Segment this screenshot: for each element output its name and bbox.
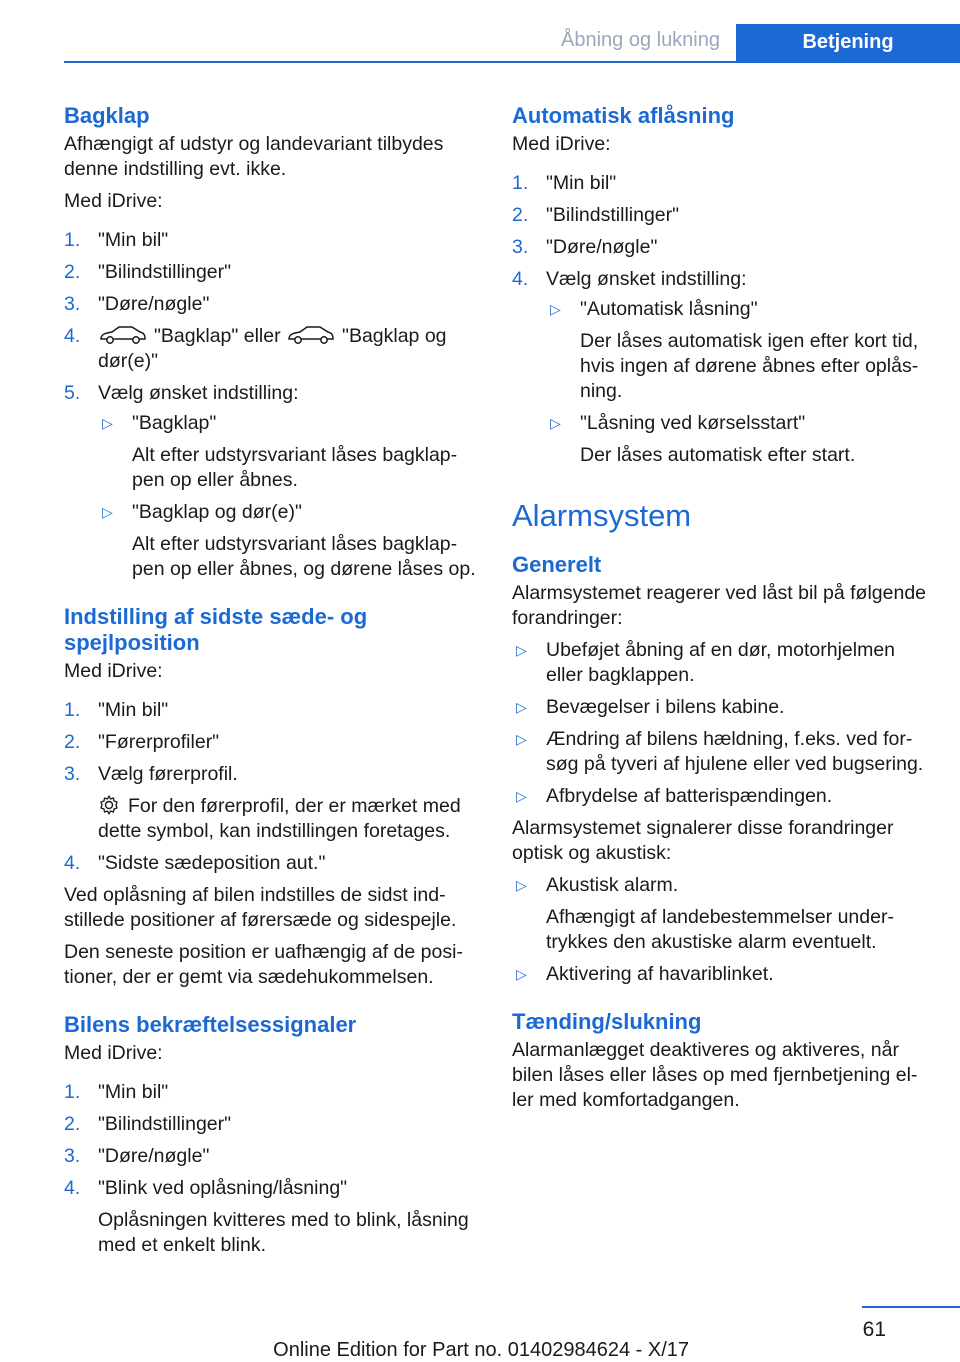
- car-door-icon: [286, 324, 336, 346]
- triangle-bullet-icon: ▷: [516, 966, 527, 982]
- autolock-steps: [512, 171, 932, 468]
- list-item: ▷ "Låsning ved kørselsstart" Der låses automatisk efter start.: [550, 412, 856, 466]
- list-item: 3. "Døre/nøgle": [64, 1145, 210, 1167]
- list-item: 1. "Min bil": [64, 1081, 169, 1103]
- list-item: 1. "Min bil": [64, 229, 169, 251]
- right-column: [512, 103, 932, 1120]
- triangle-bullet-icon: ▷: [102, 504, 113, 520]
- seat-idrive: Med iDrive:: [64, 660, 163, 682]
- signals-steps: [64, 1080, 479, 1258]
- signals-heading: Bilens bekræftelsessignaler: [64, 1012, 357, 1037]
- list-item: ▷ Ændring af bilens hældning, f.eks. ved forsøg på tyveri af hjulene eller ved bugsering.: [516, 728, 924, 775]
- page-number: 61: [862, 1318, 886, 1341]
- triangle-bullet-icon: ▷: [516, 642, 527, 658]
- header-rule: [64, 61, 960, 63]
- list-item: ▷ Ubeføjet åbning af en dør, motorhjelmen eller bagklappen.: [516, 639, 896, 686]
- signals-idrive: Med iDrive:: [64, 1042, 163, 1064]
- list-item: 3. "Døre/nøgle": [64, 293, 210, 315]
- car-tailgate-icon: [98, 324, 148, 346]
- bagklap-options: [98, 411, 479, 582]
- triangle-bullet-icon: ▷: [516, 731, 527, 747]
- ignition-heading: Tænding/slukning: [512, 1009, 702, 1034]
- seat-para2: Den seneste position er uafhængig af de positioner, der er gemt via sædehukommelsen.: [64, 941, 463, 988]
- gear-icon: [98, 794, 120, 816]
- seat-steps: [64, 698, 479, 876]
- triangle-bullet-icon: ▷: [516, 877, 527, 893]
- footer-edition: Online Edition for Part no. 01402984624 - X/17: [273, 1339, 689, 1361]
- seat-note: For den førerprofil, der er mærket med dette symbol, kan indstillingen foretages.: [98, 795, 461, 842]
- signal-intro: Alarmsystemet signalerer disse forandringer optisk og akustisk:: [512, 817, 894, 864]
- footer-rule: [862, 1306, 960, 1308]
- header-chapter-tab: Betjening: [736, 24, 960, 61]
- list-item: ▷ "Bagklap og dør(e)" Alt efter udstyrsvariant låses bagklappen op eller åbnes, og dørene låses op.: [102, 501, 476, 580]
- list-item: ▷ Bevægelser i bilens kabine.: [516, 696, 785, 718]
- list-item: 1. "Min bil": [512, 172, 617, 194]
- list-item: ▷ Afbrydelse af batterispændingen.: [516, 785, 833, 807]
- list-item: ▷ "Bagklap" Alt efter udstyrsvariant låses bagklappen op eller åbnes.: [102, 412, 458, 491]
- seat-para1: Ved oplåsning af bilen indstilles de sidst indstillede positioner af førersæde og sidespejle.: [64, 884, 457, 931]
- list-item: 4. "Sidste sædeposition aut.": [64, 852, 326, 874]
- list-item: 2. "Bilindstillinger": [64, 261, 232, 283]
- triangle-bullet-icon: ▷: [550, 415, 561, 431]
- triangle-bullet-icon: ▷: [550, 301, 561, 317]
- bagklap-intro: Afhængigt af udstyr og landevariant tilbydes denne indstilling evt. ikke.: [64, 133, 444, 180]
- ignition-text: Alarmanlægget deaktiveres og aktiveres, når bilen låses eller låses op med fjernbetjening eller med komfortadgangen.: [512, 1039, 918, 1111]
- seat-heading: Indstilling af sidste sæde- og spejlposition: [64, 604, 368, 655]
- left-column: [64, 103, 479, 1265]
- general-heading: Generelt: [512, 552, 602, 577]
- alarm-signals: [512, 873, 932, 987]
- list-item: 3. Vælg førerprofil. For den førerprofil, der er mærket med dette symbol, kan indstillingen foretages.: [64, 762, 479, 844]
- autolock-options: [546, 297, 932, 468]
- bagklap-idrive: Med iDrive:: [64, 190, 163, 212]
- list-item: ▷ "Automatisk låsning" Der låses automatisk igen efter kort tid, hvis ingen af dørene åbnes efter oplåsning.: [550, 298, 919, 402]
- list-item: 3. "Døre/nøgle": [512, 236, 658, 258]
- list-item: 4. Vælg ønsket indstilling: ▷ "Automatisk låsning" Der låses automatisk igen efter kort tid, hvis ingen af dørene åbnes efter oplåsning. ▷ "Låsning ved kørselsstart" Der låses automatisk efter start.: [512, 267, 932, 468]
- autolock-idrive: Med iDrive:: [512, 133, 611, 155]
- list-item: ▷ Akustisk alarm. Afhængigt af landebestemmelser undertrykkes den akustiske alarm eventuelt.: [516, 874, 894, 953]
- list-item: ▷ Aktivering af havariblinket.: [516, 963, 774, 985]
- list-item: 2. "Bilindstillinger": [512, 204, 680, 226]
- alarm-heading: Alarmsystem: [512, 498, 692, 533]
- bagklap-heading: Bagklap: [64, 103, 150, 128]
- header-section-title: Åbning og lukning: [560, 29, 720, 51]
- autolock-heading: Automatisk aflåsning: [512, 103, 735, 128]
- bagklap-steps: [64, 228, 479, 582]
- alarm-changes: [512, 638, 932, 809]
- list-item: 1. "Min bil": [64, 699, 169, 721]
- general-intro: Alarmsystemet reagerer ved låst bil på følgende forandringer:: [512, 582, 927, 629]
- list-item: 5. Vælg ønsket indstilling: ▷ "Bagklap" Alt efter udstyrsvariant låses bagklappen op eller åbnes. ▷ "Bagklap og dør(e)" Alt efter udstyrsvariant låses bagklappen op eller åbnes, og dørene låses op.: [64, 381, 479, 582]
- triangle-bullet-icon: ▷: [102, 415, 113, 431]
- list-item: 4. "Bagklap" eller "Bagklap og dør(e)": [64, 325, 447, 372]
- list-item: 2. "Bilindstillinger": [64, 1113, 232, 1135]
- list-item: 2. "Førerprofiler": [64, 731, 220, 753]
- list-item: 4. "Blink ved oplåsning/låsning" Oplåsningen kvitteres med to blink, låsning med et enkelt blink.: [64, 1177, 469, 1256]
- triangle-bullet-icon: ▷: [516, 788, 527, 804]
- triangle-bullet-icon: ▷: [516, 699, 527, 715]
